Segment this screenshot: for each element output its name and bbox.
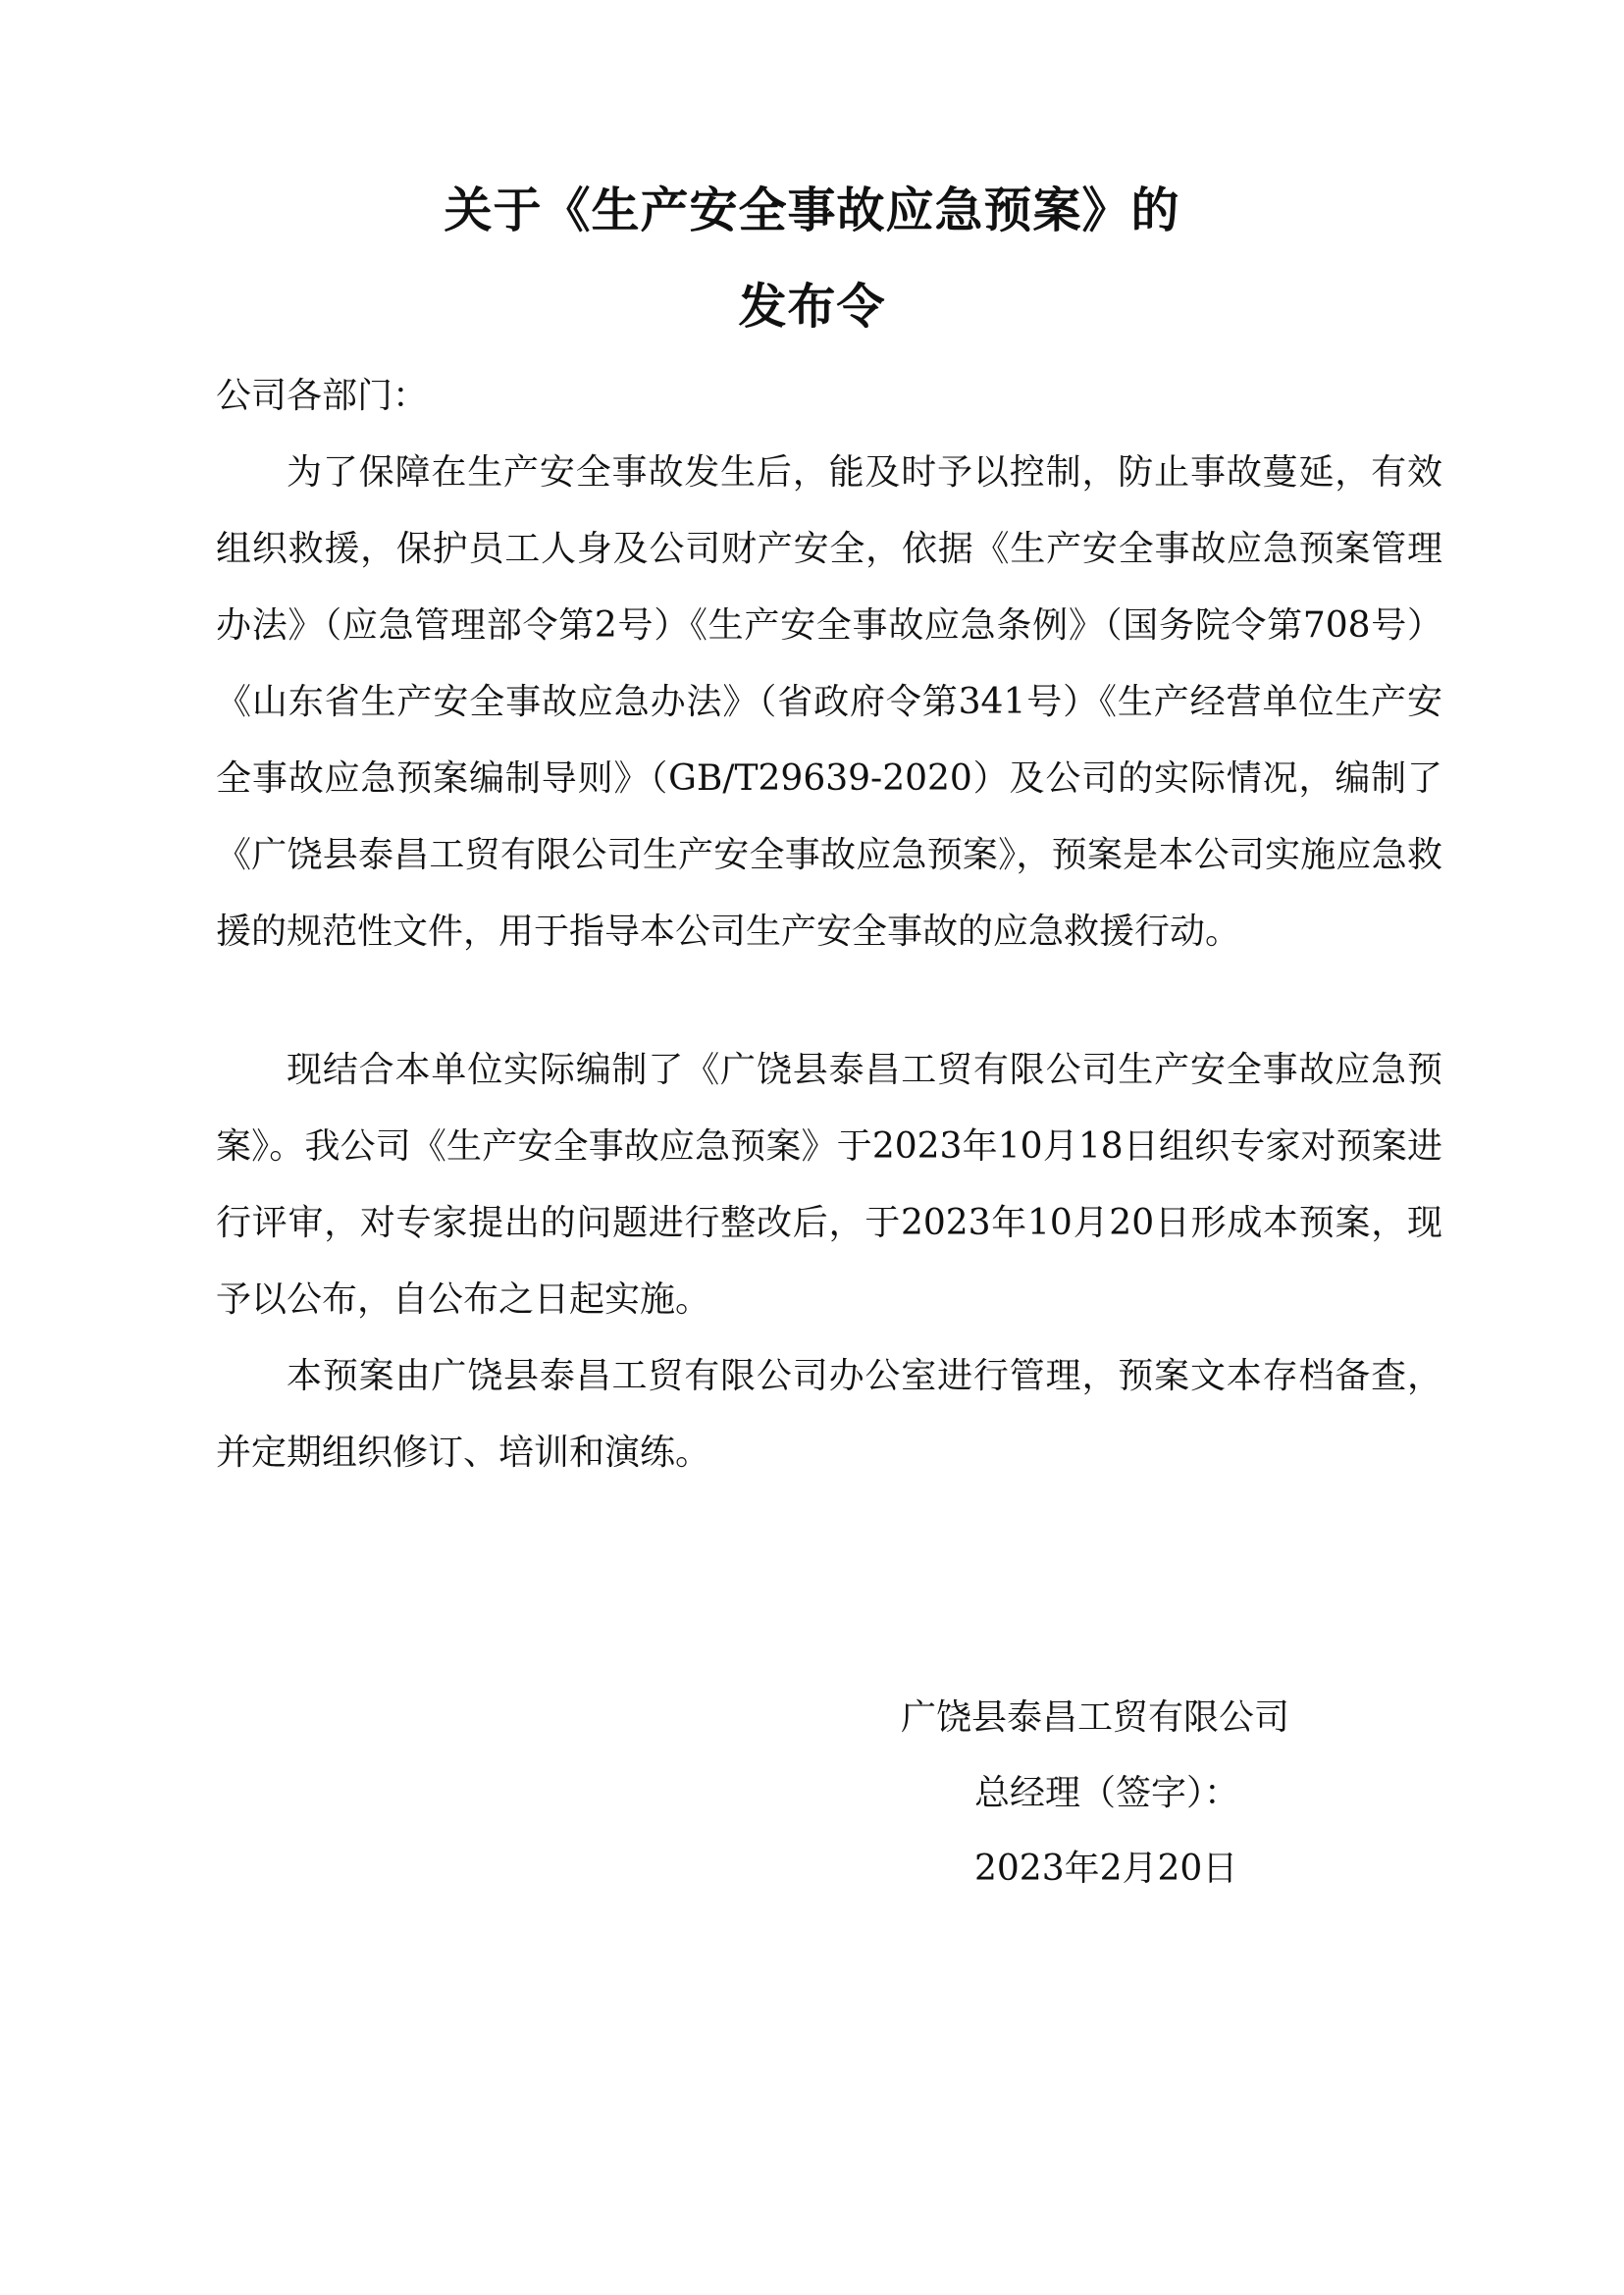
- paragraph-1: [216, 435, 1442, 970]
- signature-manager: 总经理（签字）：: [974, 1773, 1240, 1813]
- document-title-line2: 发布令: [738, 278, 886, 335]
- paragraph-3: [216, 1338, 1442, 1491]
- paragraph-1-text: 为了保障在生产安全事故发生后，能及时予以控制，防止事故蔓延，有效组织救援，保护员工人身及公司财产安全，依据《生产安全事故应急预案管理办法》（应急管理部令第2号）《生产安全事故应急条例》（国务院令第708号）《山东省生产安全事故应急办法》（省政府令第341号）《生产经营单位生产安全事故应急预案编制导则》（GB/T29639-2020）及公司的实际情况，编制了《广饶县泰昌工贸有限公司生产安全事故应急预案》，预案是本公司实施应急救援的规范性文件，用于指导本公司生产安全事故的应急救援行动。: [216, 452, 1442, 952]
- paragraph-3-text: 本预案由广饶县泰昌工贸有限公司办公室进行管理，预案文本存档备查，并定期组织修订、培训和演练。: [216, 1356, 1442, 1473]
- paragraph-2-text: 现结合本单位实际编制了《广饶县泰昌工贸有限公司生产安全事故应急预案》。我公司《生产安全事故应急预案》于2023年10月18日组织专家对预案进行评审，对专家提出的问题进行整改后，于2023年10月20日形成本预案，现予以公布，自公布之日起实施。: [216, 1050, 1442, 1320]
- paragraph-2: [216, 1032, 1442, 1338]
- salutation: 公司各部门：: [216, 376, 429, 416]
- signature-company: 广饶县泰昌工贸有限公司: [901, 1697, 1290, 1738]
- signature-date: 2023年2月20日: [974, 1849, 1238, 1889]
- document-title-line1: 关于《生产安全事故应急预案》的: [444, 182, 1180, 238]
